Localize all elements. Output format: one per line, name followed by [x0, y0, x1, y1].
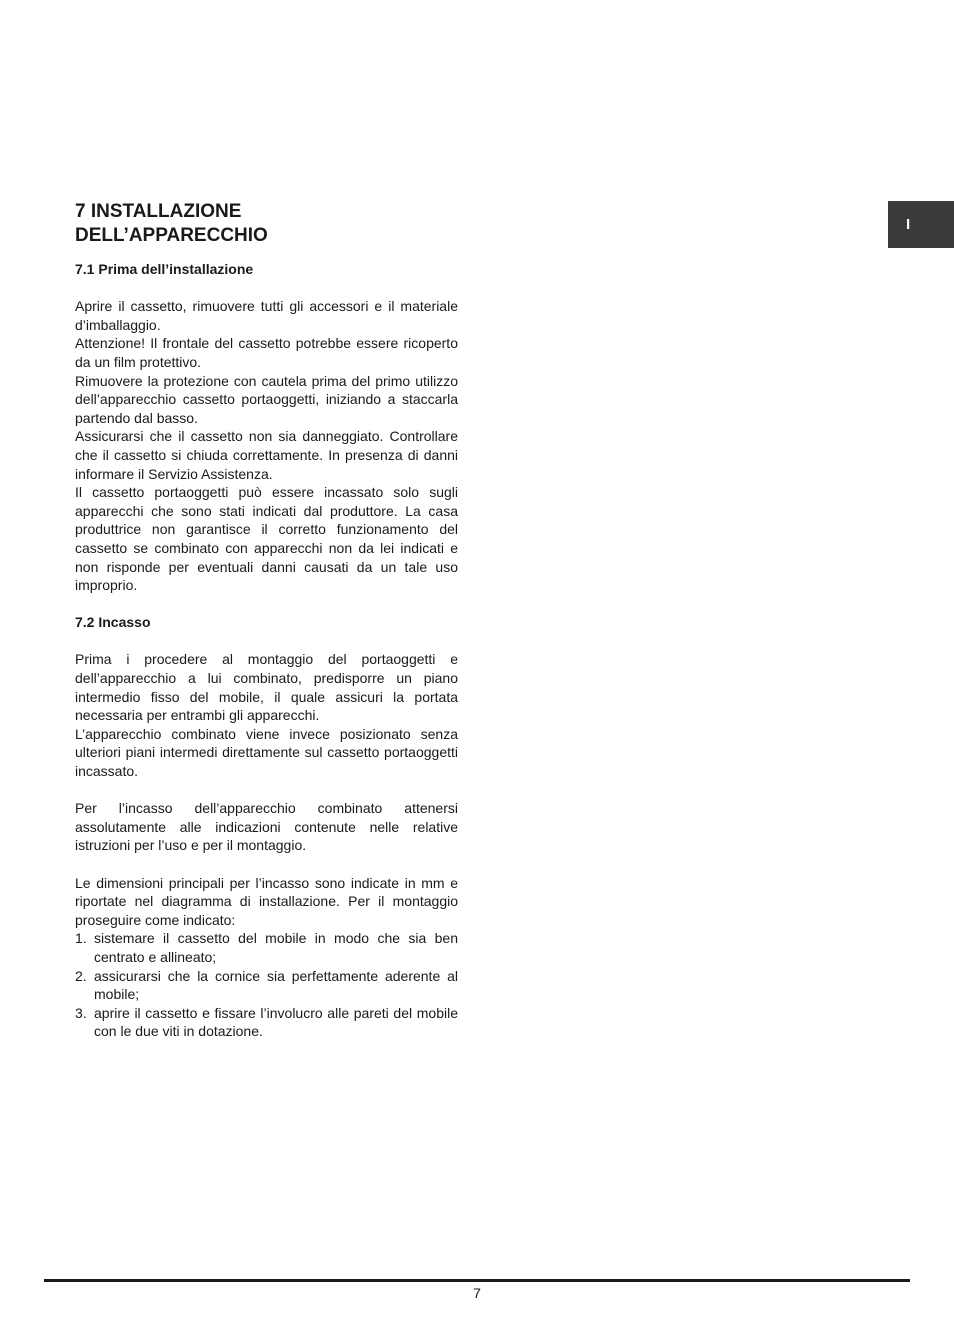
paragraph: Aprire il cassetto, rimuovere tutti gli accessori e il materiale d’imballaggio. [75, 298, 458, 333]
chapter-title-line-2: DELL’APPARECCHIO [75, 225, 268, 246]
installation-steps-list [75, 929, 458, 1041]
spacer [75, 632, 458, 651]
paragraph: Per l’incasso dell’apparecchio combinato attenersi assolutamente alle indicazioni contenute nelle relative istruzioni per l’uso e per il montaggio. [75, 800, 458, 854]
paragraph: Assicurarsi che il cassetto non sia danneggiato. Controllare che il cassetto si chiuda correttamente. In presenza di danni informare il Servizio Assistenza. [75, 428, 458, 482]
paragraph: Il cassetto portaoggetti può essere incassato solo sugli apparecchi che sono stati indicati dal produttore. La casa produttrice non garantisce il corretto funzionamento del cassetto se combinato con apparecchi non da lei indicati e non risponde per eventuali danni causati da un tale uso improprio. [75, 484, 458, 594]
language-tab [888, 201, 954, 248]
list-item-number: 3. [75, 1004, 87, 1021]
list-item [75, 967, 458, 1004]
paragraph: Rimuovere la protezione con cautela prima del primo utilizzo dell’apparecchio cassetto portaoggetti, iniziando a staccarla partendo dal basso. [75, 372, 458, 426]
list-item-text: assicurarsi che la cornice sia perfettamente aderente al mobile; [94, 967, 458, 1003]
list-item-text: aprire il cassetto e fissare l’involucro alle pareti del mobile con le due viti in dotazione. [94, 1004, 458, 1040]
section-title-7-2: 7.2 Incasso [75, 614, 151, 631]
list-item-number: 1. [75, 930, 87, 947]
chapter-title [75, 200, 458, 248]
list-item [75, 1004, 458, 1041]
paragraph: Le dimensioni principali per l’incasso sono indicate in mm e riportate nel diagramma di installazione. Per il montaggio proseguire come indicato: [75, 874, 458, 928]
language-tab-label: I [906, 216, 911, 233]
paragraph: Attenzione! Il frontale del cassetto potrebbe essere ricoperto da un film protettivo. [75, 335, 458, 370]
footer-divider [44, 1279, 910, 1282]
chapter-title-line-1: 7 INSTALLAZIONE [75, 201, 242, 222]
list-item [75, 929, 458, 966]
list-item-text: sistemare il cassetto del mobile in modo che sia ben centrato e allineato; [94, 930, 458, 965]
paragraph: L’apparecchio combinato viene invece posizionato senza ulteriori piani intermedi direttamente sul cassetto portaoggetti incassato. [75, 725, 458, 780]
spacer [75, 595, 458, 614]
spacer [75, 781, 458, 800]
paragraph: Prima i procedere al montaggio del portaoggetti e dell’apparecchio a lui combinato, predisporre un piano intermedio fisso del mobile, il quale assicuri la portata necessaria per entrambi gli apparecchi. [75, 651, 458, 724]
section-title-7-1: 7.1 Prima dell’installazione [75, 261, 254, 277]
page-number: 7 [473, 1285, 481, 1301]
list-item-number: 2. [75, 967, 87, 984]
spacer [75, 855, 458, 874]
content-column [75, 200, 458, 1041]
spacer [75, 279, 458, 298]
